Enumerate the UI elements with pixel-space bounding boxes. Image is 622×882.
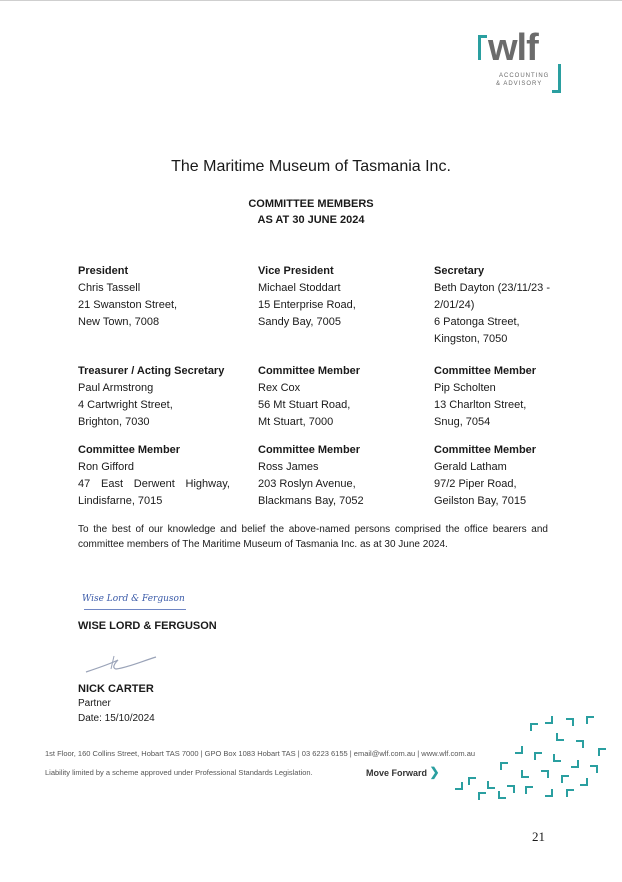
member-role: President [78, 265, 129, 277]
member-suburb: Sandy Bay, 7005 [258, 316, 341, 328]
partner-role: Partner [78, 698, 111, 709]
corner-mark [525, 786, 533, 794]
member-committee [78, 442, 230, 510]
member-president [78, 263, 177, 331]
logo-bracket-right [552, 64, 561, 93]
corner-mark [576, 740, 584, 748]
member-suburb: New Town, 7008 [78, 316, 160, 328]
corner-mark [455, 782, 463, 790]
member-name: Paul Armstrong [78, 382, 154, 394]
corner-mark [586, 716, 594, 724]
corner-mark [515, 746, 523, 754]
corner-mark [580, 778, 588, 786]
move-forward-slogan [366, 765, 440, 779]
member-committee [258, 363, 360, 431]
corner-mark [534, 752, 542, 760]
member-treasurer [78, 363, 224, 431]
member-address: 56 Mt Stuart Road, [258, 399, 351, 411]
member-committee [258, 442, 364, 510]
corner-mark [571, 760, 579, 768]
logo-tagline: ACCOUNTING [499, 73, 550, 79]
footer-address: 1st Floor, 160 Collins Street, Hobart TAS 7000 | GPO Box 1083 Hobart TAS | 03 6223 6155 | email@wlf.com.au | www.wlf.com.au [45, 749, 476, 758]
member-name: Chris Tassell [78, 282, 141, 294]
corner-mark [590, 765, 598, 773]
committee-heading: COMMITTEE MEMBERS [248, 198, 374, 210]
member-name-dates: 2/01/24) [434, 299, 475, 311]
member-address: 203 Roslyn Avenue, [258, 478, 356, 490]
corner-mark [530, 723, 538, 731]
member-role: Secretary [434, 265, 485, 277]
firm-signature: Wise Lord & Ferguson [82, 594, 185, 604]
member-committee [434, 442, 536, 510]
corner-mark [566, 718, 574, 726]
member-address: 6 Patonga Street, [434, 316, 520, 328]
corner-mark [541, 770, 549, 778]
member-suburb: Geilston Bay, 7015 [434, 495, 527, 507]
member-role: Committee Member [258, 365, 361, 377]
member-suburb: Mt Stuart, 7000 [258, 416, 334, 428]
member-suburb: Snug, 7054 [434, 416, 491, 428]
member-role: Vice President [258, 265, 334, 277]
member-name: Pip Scholten [434, 382, 496, 394]
member-name: Michael Stoddart [258, 282, 341, 294]
address-word: Derwent [133, 478, 175, 490]
address-word: Highway, [185, 478, 230, 490]
corner-mark [598, 748, 606, 756]
member-address: 4 Cartwright Street, [78, 399, 173, 411]
address-word: East [101, 478, 124, 490]
member-name: Ross James [258, 461, 319, 473]
corner-mark [468, 777, 476, 785]
member-secretary [434, 263, 550, 348]
corner-mark [478, 792, 486, 800]
corner-mark [545, 789, 553, 797]
logo-tagline: & ADVISORY [496, 81, 543, 87]
logo-bracket-left [478, 35, 487, 60]
member-name: Gerald Latham [434, 461, 507, 473]
member-address: 15 Enterprise Road, [258, 299, 356, 311]
corner-mark [561, 775, 569, 783]
member-address: 21 Swanston Street, [78, 299, 178, 311]
member-role: Committee Member [78, 444, 181, 456]
member-suburb: Blackmans Bay, 7052 [258, 495, 364, 507]
address-word: 47 [78, 478, 91, 490]
corner-mark [556, 733, 564, 741]
logo-wordmark: wlf [488, 27, 538, 69]
corner-mark [500, 762, 508, 770]
firm-signature-underline [84, 609, 186, 610]
partner-signature-mark [84, 652, 158, 676]
member-address: 13 Charlton Street, [434, 399, 527, 411]
statement-paragraph: To the best of our knowledge and belief the above-named persons comprised the office bearers and committee members of The Maritime Museum of Tasmania Inc. as at 30 June 2024. [78, 524, 548, 550]
member-role: Treasurer / Acting Secretary [78, 365, 225, 377]
member-name: Ron Gifford [78, 461, 135, 473]
partner-name: NICK CARTER [78, 683, 154, 695]
corner-mark [521, 770, 529, 778]
corner-mark [498, 791, 506, 799]
member-committee [434, 363, 536, 431]
corner-mark [487, 781, 495, 789]
member-role: Committee Member [258, 444, 361, 456]
member-name: Rex Cox [258, 382, 301, 394]
footer-liability: Liability limited by a scheme approved under Professional Standards Legislation. [45, 768, 313, 777]
member-name: Beth Dayton (23/11/23 - [434, 282, 550, 294]
chevron-right-icon: ❯ [429, 765, 440, 779]
member-suburb: Kingston, 7050 [434, 333, 508, 345]
member-vice-president [258, 263, 356, 331]
corner-mark [545, 716, 553, 724]
member-role: Committee Member [434, 365, 537, 377]
top-rule [0, 0, 622, 1]
as-at-heading: AS AT 30 JUNE 2024 [257, 214, 365, 226]
member-role: Committee Member [434, 444, 537, 456]
corner-mark [566, 789, 574, 797]
organisation-title: The Maritime Museum of Tasmania Inc. [171, 158, 451, 175]
member-suburb: Brighton, 7030 [78, 416, 150, 428]
firm-name: WISE LORD & FERGUSON [78, 620, 217, 632]
member-suburb: Lindisfarne, 7015 [78, 495, 163, 507]
page-number: 21 [532, 829, 545, 844]
member-address: 97/2 Piper Road, [434, 478, 517, 490]
slogan-text: Move Forward [366, 768, 428, 778]
wlf-logo [476, 27, 566, 100]
corner-mark [553, 754, 561, 762]
member-address [78, 476, 230, 493]
report-date: Date: 15/10/2024 [78, 713, 155, 724]
corner-mark [507, 785, 515, 793]
